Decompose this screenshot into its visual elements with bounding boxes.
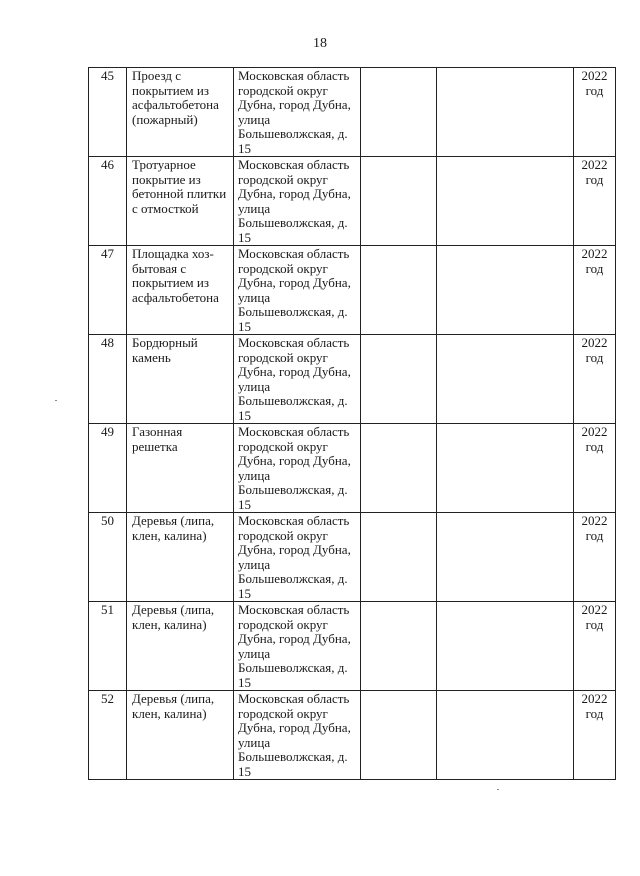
empty-cell: [361, 246, 437, 335]
empty-cell: [437, 157, 574, 246]
object-year: 2022 год: [574, 335, 616, 424]
empty-cell: [361, 691, 437, 780]
empty-cell: [437, 602, 574, 691]
object-name: Деревья (липа, клен, калина): [127, 602, 234, 691]
table-row: [89, 424, 616, 513]
row-number: 50: [89, 513, 127, 602]
table-row: [89, 157, 616, 246]
object-name: Площадка хоз-бытовая с покрытием из асфальтобетона: [127, 246, 234, 335]
empty-cell: [437, 335, 574, 424]
object-address: Московская область городской округ Дубна, город Дубна, улица Большеволжская, д. 15: [234, 68, 361, 157]
object-name: Тротуарное покрытие из бетонной плитки с отмосткой: [127, 157, 234, 246]
page-number: 18: [313, 36, 327, 51]
empty-cell: [437, 691, 574, 780]
empty-cell: [361, 602, 437, 691]
object-name: Проезд с покрытием из асфальтобетона (пожарный): [127, 68, 234, 157]
empty-cell: [437, 424, 574, 513]
empty-cell: [437, 513, 574, 602]
row-number: 45: [89, 68, 127, 157]
table-row: [89, 68, 616, 157]
object-name: Деревья (липа, клен, калина): [127, 513, 234, 602]
object-year: 2022 год: [574, 68, 616, 157]
object-year: 2022 год: [574, 246, 616, 335]
row-number: 46: [89, 157, 127, 246]
table-row: [89, 691, 616, 780]
scan-speck: [497, 789, 499, 790]
object-name: Газонная решетка: [127, 424, 234, 513]
object-year: 2022 год: [574, 513, 616, 602]
row-number: 52: [89, 691, 127, 780]
object-address: Московская область городской округ Дубна, город Дубна, улица Большеволжская, д. 15: [234, 424, 361, 513]
object-address: Московская область городской округ Дубна, город Дубна, улица Большеволжская, д. 15: [234, 157, 361, 246]
object-name: Деревья (липа, клен, калина): [127, 691, 234, 780]
object-year: 2022 год: [574, 602, 616, 691]
empty-cell: [361, 157, 437, 246]
empty-cell: [361, 68, 437, 157]
registry-table: [88, 67, 616, 780]
table-row: [89, 246, 616, 335]
empty-cell: [437, 68, 574, 157]
object-address: Московская область городской округ Дубна, город Дубна, улица Большеволжская, д. 15: [234, 513, 361, 602]
object-address: Московская область городской округ Дубна, город Дубна, улица Большеволжская, д. 15: [234, 602, 361, 691]
row-number: 51: [89, 602, 127, 691]
table-row: [89, 335, 616, 424]
object-year: 2022 год: [574, 157, 616, 246]
object-year: 2022 год: [574, 424, 616, 513]
table-row: [89, 602, 616, 691]
empty-cell: [361, 424, 437, 513]
object-address: Московская область городской округ Дубна, город Дубна, улица Большеволжская, д. 15: [234, 246, 361, 335]
object-address: Московская область городской округ Дубна, город Дубна, улица Большеволжская, д. 15: [234, 335, 361, 424]
empty-cell: [437, 246, 574, 335]
table-row: [89, 513, 616, 602]
empty-cell: [361, 513, 437, 602]
table-body: [89, 68, 616, 780]
empty-cell: [361, 335, 437, 424]
object-address: Московская область городской округ Дубна, город Дубна, улица Большеволжская, д. 15: [234, 691, 361, 780]
object-year: 2022 год: [574, 691, 616, 780]
object-name: Бордюрный камень: [127, 335, 234, 424]
row-number: 49: [89, 424, 127, 513]
row-number: 48: [89, 335, 127, 424]
row-number: 47: [89, 246, 127, 335]
scan-speck: [55, 400, 57, 401]
